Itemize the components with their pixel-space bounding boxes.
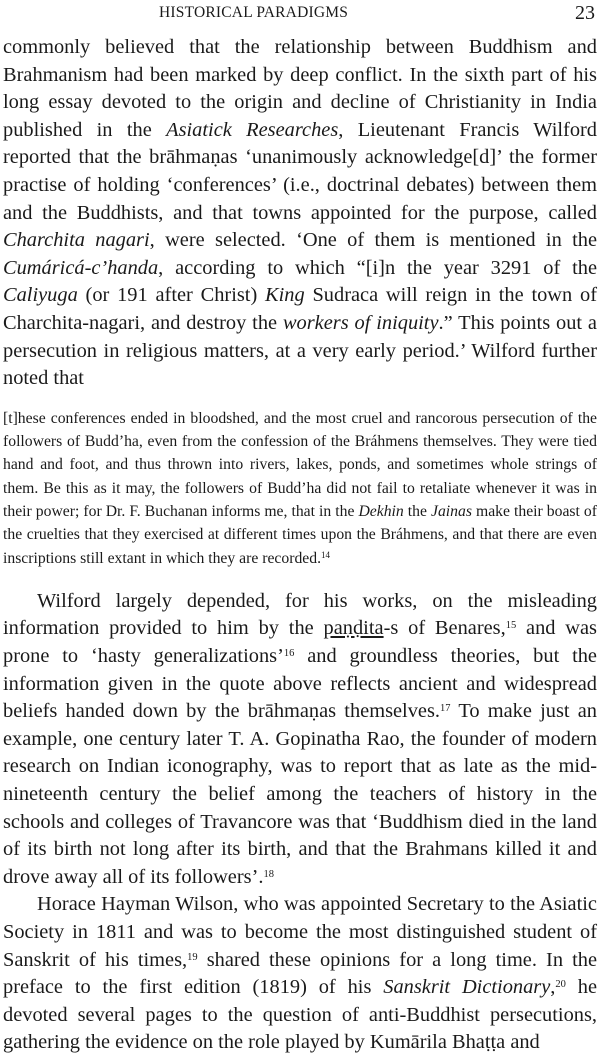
text-run: (or 191 after Christ) [77,284,266,307]
footnote-ref: 15 [505,620,517,632]
text-run: To make just an example, one century later T. A. Gopinatha Rao, the founder of modern research on Indian iconography, was to report that as late as the mid-nineteenth century the belief among the teachers of history in the schools and colleges of Travancore was that ‘Buddhism died in the land of its birth not long after its birth, and that the Brahmans killed it and drove away all of its followers’. [3,700,597,888]
text-run: -s of Benares, [383,617,506,640]
footnote-ref: 19 [187,951,198,963]
italic-term: Jainas [431,502,472,520]
text-run: , [550,976,556,999]
text-run: Sudraca will reign in the town of Charchita-nagari, and destroy the [3,284,597,334]
italic-term: Dekhin [358,502,404,520]
text-run: .” This points out a persecution in religious matters, at a very early period.’ Wilford further noted that [3,311,597,390]
underlined-term: paṇḍita [323,617,384,640]
text-run: and was prone to ‘hasty generalizations’ [3,617,597,667]
text-run: Wilford largely depended, for his works, on the misleading information provided to him by the [3,589,597,640]
text-run: , were selected. ‘One of them is mentioned in the [149,229,597,252]
text-run: shared these opinions for a long time. In the preface to the first edition (1819) of his [3,948,598,999]
footnote-ref: 16 [283,648,295,660]
paragraph [3,891,597,1057]
body-text [3,34,597,1057]
text-run: the [403,502,431,520]
running-head [0,2,600,28]
text-run: and groundless theories, but the information given in the quote above reflects ancient and widespread beliefs handed down by the brāhmaṇas themselves. [3,644,597,723]
italic-term: King [265,284,305,307]
text-run: Horace Hayman Wilson, who was appointed Secretary to the Asiatic Society in 1811 and was to become the most distinguished student of Sanskrit of his times, [3,893,597,971]
paragraph-continued [3,34,597,393]
text-run: , according to which “[i]n the year 3291 of the [158,256,597,279]
italic-term: Cumáricá-c’handa [3,256,159,279]
italic-term: Charchita nagari [3,229,150,252]
block-quote [3,407,597,570]
italic-term: Caliyuga [3,284,78,307]
italic-term: workers of iniquity [282,311,439,334]
footnote-ref: 14 [321,549,331,560]
text-run: commonly believed that the relationship between Buddhism and Brahmanism had been marked by deep conflict. In the sixth part of his long essay devoted to the origin and decline of Christianity in India published in the [3,36,597,141]
italic-title: Sanskrit Dictionary [383,976,551,999]
text-run: , Lieutenant Francis Wilford reported that the brāhmaṇas ‘unanimously acknowledge[d]’ the former practise of holding ‘conferences’ (i.e., doctrinal debates) between them and the Buddhists, and that towns appointed for the purpose, called [3,118,597,224]
page-number: 23 [575,2,595,24]
footnote-ref: 18 [263,868,274,880]
running-title: HISTORICAL PARADIGMS [159,4,349,21]
text-run: he devoted several pages to the question of anti-Buddhist persecutions, gathering the evidence on the role played by Kumārila Bhaṭṭa and [3,976,598,1054]
footnote-ref: 20 [555,979,566,991]
paragraph [3,588,597,892]
footnote-ref: 17 [440,703,451,715]
italic-title: Asiatick Researches [166,118,339,141]
text-run: make their boast of the cruelties that they exercised at different times upon the Bráhmens, and that there are even inscriptions still extant in which they are recorded. [3,502,597,567]
text-run: [t]hese conferences ended in bloodshed, and the most cruel and rancorous persecution of the followers of Budd’ha, even from the confession of the Bráhmens themselves. They were tied hand and foot, and thus thrown into rivers, lakes, ponds, and sometimes whole strings of them. Be this as it may, the followers of Budd’ha did not fail to retaliate whenever it was in their power; for Dr. F. Buchanan informs me, that in the [3,409,597,520]
